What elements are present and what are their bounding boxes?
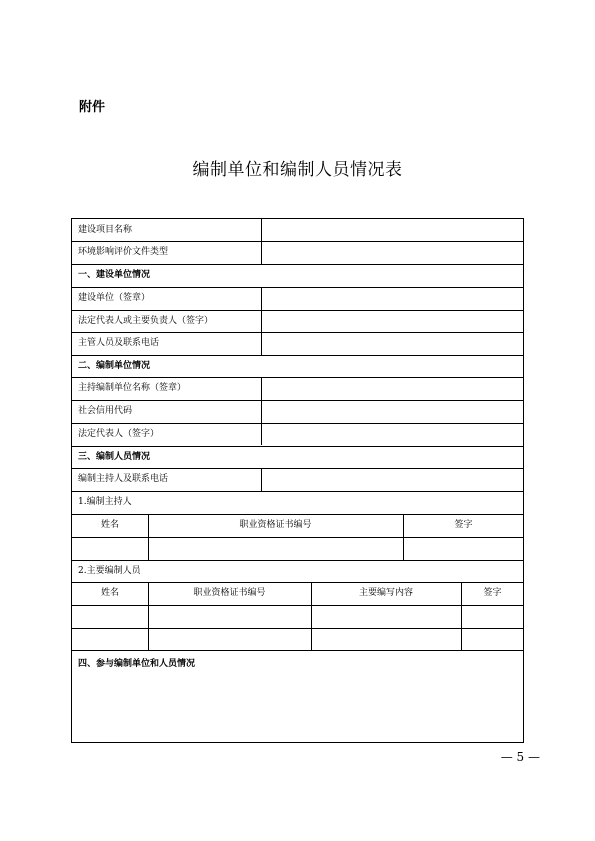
table2-header-name: 姓名	[100, 588, 119, 598]
construction-unit-label: 建设单位（签章）	[78, 293, 151, 303]
eia-type-label: 环境影响评价文件类型	[78, 247, 169, 257]
table2-header-sign: 签字	[483, 588, 502, 598]
form-title: 编制单位和编制人员情况表	[192, 160, 403, 180]
table1-header-sign: 签字	[454, 520, 473, 530]
supervisor-label: 主管人员及联系电话	[78, 338, 160, 348]
page-number: — 5 —	[500, 750, 540, 764]
subsection-main-staff: 2.主要编制人员	[78, 566, 141, 576]
section-participants: 四、参与编制单位和人员情况	[78, 659, 196, 669]
table1-header-cert: 职业资格证书编号	[239, 520, 312, 530]
table2-header-content: 主要编写内容	[358, 588, 413, 598]
subsection-host: 1.编制主持人	[78, 497, 132, 507]
credit-code-label: 社会信用代码	[78, 406, 133, 416]
info-form	[71, 218, 524, 743]
legal-representative2-label: 法定代表人（签字）	[78, 429, 160, 439]
section-compiling-unit: 二、编制单位情况	[78, 361, 151, 371]
table1-header-name: 姓名	[100, 520, 119, 530]
project-name-label: 建设项目名称	[78, 225, 133, 235]
table2-header-cert: 职业资格证书编号	[193, 588, 266, 598]
attachment-label: 附件	[79, 100, 106, 115]
legal-representative-label: 法定代表人或主要负责人（签字）	[78, 316, 214, 326]
section-construction-unit: 一、建设单位情况	[78, 270, 151, 280]
section-compiling-staff: 三、编制人员情况	[78, 452, 151, 462]
host-unit-label: 主持编制单位名称（签章）	[78, 383, 187, 393]
host-person-label: 编制主持人及联系电话	[78, 474, 169, 484]
